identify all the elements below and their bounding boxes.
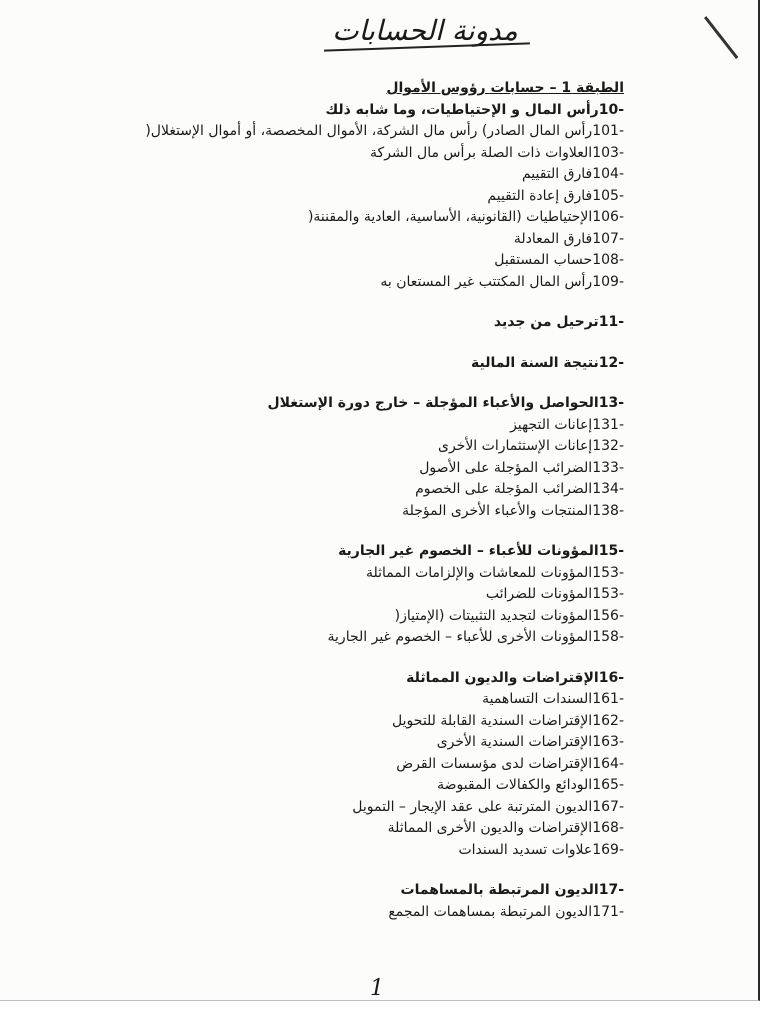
section-heading: -17الديون المرتبطة بالمساهمات <box>400 882 624 898</box>
account-item: -107فارق المعادلة <box>513 230 624 247</box>
account-item: -158المؤونات الأخرى للأعباء – الخصوم غير الجارية <box>327 629 624 645</box>
account-item: -106الإحتياطيات (القانونية، الأساسية، العادية والمقننة( <box>307 209 624 225</box>
section-spacer <box>4 522 624 541</box>
account-item: -133الضرائب المؤجلة على الأصول <box>419 459 624 476</box>
section-heading: -11ترحيل من جديد <box>493 314 624 330</box>
account-item: -153المؤونات للضرائب <box>485 586 624 602</box>
section-heading: -13الحواصل والأعباء المؤجلة – خارج دورة الإستغلال <box>267 395 624 411</box>
account-item: -104فارق التقييم <box>521 166 624 182</box>
accounts-list <box>4 78 624 923</box>
account-item: -108حساب المستقبل <box>494 252 624 268</box>
document-title: مدونة الحسابات <box>332 14 518 47</box>
pen-stroke <box>704 16 738 59</box>
account-item: -103العلاوات ذات الصلة برأس مال الشركة <box>370 144 624 161</box>
account-item: -164الإقتراضات لدى مؤسسات القرض <box>396 755 624 772</box>
account-item: -162الإقتراضات السندية القابلة للتحويل <box>392 712 624 729</box>
page-number: 1 <box>370 976 384 1001</box>
section-heading: -12نتيجة السنة المالية <box>471 354 624 371</box>
section-heading: -15المؤونات للأعباء – الخصوم غير الجارية <box>338 543 624 559</box>
section-spacer <box>4 374 624 393</box>
account-item: -161السندات التساهمية <box>482 691 624 707</box>
account-item: -101رأس المال الصادر) رأس مال الشركة، الأموال المخصصة، أو أموال الإستغلال( <box>145 123 624 139</box>
section-spacer <box>4 861 624 880</box>
account-item: -169علاوات تسديد السندات <box>458 841 624 858</box>
account-item: -171الديون المرتبطة بمساهمات المجمع <box>388 903 624 920</box>
account-item: -109رأس المال المكتتب غير المستعان به <box>380 273 624 290</box>
section-heading: -10رأس المال و الإحتياطيات، وما شابه ذلك <box>325 101 624 118</box>
section-heading: -16الإقتراضات والديون المماثلة <box>406 669 624 686</box>
account-item: -105فارق إعادة التقييم <box>487 187 624 204</box>
account-item: -163الإقتراضات السندية الأخرى <box>436 734 624 750</box>
section-spacer <box>4 334 624 353</box>
section-spacer <box>4 293 624 312</box>
account-item: -167الديون المترتبة على عقد الإيجار – التمويل <box>352 798 624 815</box>
account-item: -131إعانات التجهيز <box>510 416 624 433</box>
account-item: -132إعانات الإستثمارات الأخرى <box>437 438 624 454</box>
account-item: -153المؤونات للمعاشات والإلزامات المماثلة <box>365 564 624 581</box>
account-item: -168الإقتراضات والديون الأخرى المماثلة <box>387 820 624 836</box>
class-heading: الطبقة 1 – حسابات رؤوس الأموال <box>386 80 624 96</box>
account-item: -134الضرائب المؤجلة على الخصوم <box>415 481 624 497</box>
account-item: -138المنتجات والأعباء الأخرى المؤجلة <box>402 502 624 519</box>
account-item: -156المؤونات لتجديد التثبيتات (الإمتياز( <box>394 607 624 624</box>
section-spacer <box>4 649 624 668</box>
account-item: -165الودائع والكفالات المقبوضة <box>437 777 624 793</box>
